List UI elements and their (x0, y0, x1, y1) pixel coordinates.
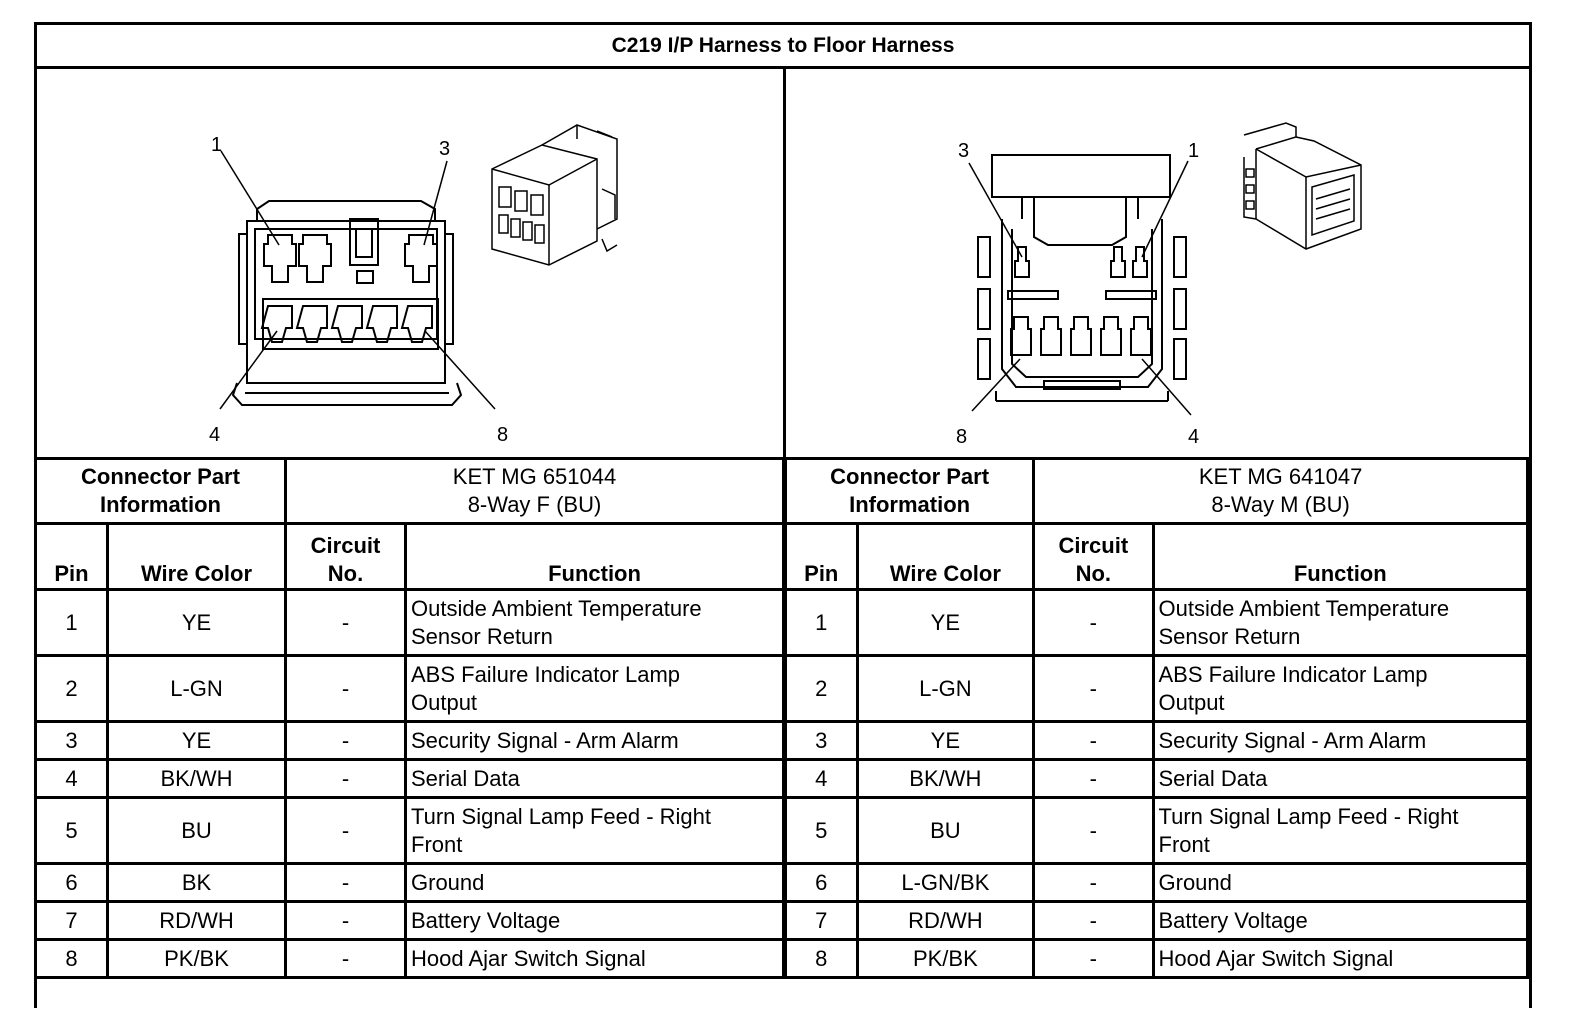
male-connector-iso-thumbnail (1244, 123, 1361, 249)
function-cell: Serial Data (406, 760, 784, 798)
circuit-cell: - (1034, 902, 1153, 940)
function-cell: Ground (406, 864, 784, 902)
table-row (786, 798, 1528, 864)
circuit-cell: - (1034, 760, 1153, 798)
circuit-cell: - (1034, 940, 1153, 978)
wire-color-cell: YE (108, 722, 286, 760)
connector-info-row (36, 459, 784, 524)
wire-color-cell: L-GN (108, 656, 286, 722)
function-cell: Turn Signal Lamp Feed - Right Front (406, 798, 784, 864)
wire-color-cell: L-GN/BK (857, 864, 1034, 902)
wire-color-cell: L-GN (857, 656, 1034, 722)
header-wire-color: Wire Color (108, 524, 286, 590)
wire-color-cell: YE (108, 590, 286, 656)
table-row (36, 940, 784, 978)
connector-info-label: Connector Part Information (786, 459, 1034, 524)
connector-part-number: KET MG 641047 8-Way M (BU) (1034, 459, 1528, 524)
female-connector-drawing (37, 69, 783, 457)
header-pin: Pin (36, 524, 108, 590)
function-cell: Security Signal - Arm Alarm (406, 722, 784, 760)
pin-cell: 6 (786, 864, 858, 902)
function-cell: Ground (1153, 864, 1528, 902)
callout-8: 8 (956, 426, 968, 448)
table-header-row (36, 524, 784, 590)
table-row (786, 864, 1528, 902)
pin-cell: 5 (36, 798, 108, 864)
table-row (36, 656, 784, 722)
wire-color-cell: YE (857, 722, 1034, 760)
function-cell: Outside Ambient Temperature Sensor Return (1153, 590, 1528, 656)
header-wire-color: Wire Color (857, 524, 1034, 590)
circuit-cell: - (286, 864, 406, 902)
pin-cell: 6 (36, 864, 108, 902)
circuit-cell: - (1034, 864, 1153, 902)
table-row (786, 902, 1528, 940)
pin-cell: 2 (786, 656, 858, 722)
pin-cell: 7 (36, 902, 108, 940)
circuit-cell: - (1034, 656, 1153, 722)
table-row (786, 656, 1528, 722)
table-row (36, 798, 784, 864)
pin-cell: 3 (36, 722, 108, 760)
wire-color-cell: BK (108, 864, 286, 902)
sheet-title: C219 I/P Harness to Floor Harness (37, 25, 1529, 69)
table-header-row (786, 524, 1528, 590)
callout-1: 1 (211, 134, 223, 156)
function-cell: Serial Data (1153, 760, 1528, 798)
function-cell: Battery Voltage (406, 902, 784, 940)
circuit-cell: - (286, 656, 406, 722)
female-pinout-table (34, 457, 785, 979)
table-row (36, 722, 784, 760)
pin-cell: 7 (786, 902, 858, 940)
function-cell: Battery Voltage (1153, 902, 1528, 940)
table-row (786, 940, 1528, 978)
header-function: Function (406, 524, 784, 590)
pin-cell: 3 (786, 722, 858, 760)
circuit-cell: - (1034, 722, 1153, 760)
wire-color-cell: BK/WH (108, 760, 286, 798)
circuit-cell: - (286, 722, 406, 760)
pin-cell: 4 (786, 760, 858, 798)
table-row (36, 590, 784, 656)
table-row (36, 864, 784, 902)
connector-info-row (786, 459, 1528, 524)
table-row (786, 722, 1528, 760)
table-row (786, 760, 1528, 798)
table-row (36, 902, 784, 940)
wire-color-cell: YE (857, 590, 1034, 656)
circuit-cell: - (286, 760, 406, 798)
circuit-cell: - (1034, 590, 1153, 656)
wire-color-cell: BU (108, 798, 286, 864)
pin-cell: 5 (786, 798, 858, 864)
wire-color-cell: RD/WH (108, 902, 286, 940)
female-connector-iso-thumbnail (492, 125, 617, 265)
circuit-cell: - (1034, 798, 1153, 864)
connector-info-label: Connector Part Information (36, 459, 286, 524)
wire-color-cell: PK/BK (108, 940, 286, 978)
callout-1: 1 (1188, 140, 1200, 162)
circuit-cell: - (286, 902, 406, 940)
callout-3: 3 (958, 140, 970, 162)
table-row (36, 760, 784, 798)
function-cell: Outside Ambient Temperature Sensor Return (406, 590, 784, 656)
header-circuit: Circuit No. (286, 524, 406, 590)
circuit-cell: - (286, 590, 406, 656)
wire-color-cell: RD/WH (857, 902, 1034, 940)
pin-cell: 1 (36, 590, 108, 656)
header-function: Function (1153, 524, 1528, 590)
callout-3: 3 (439, 138, 451, 160)
male-pinout-table (784, 457, 1529, 979)
wire-color-cell: BK/WH (857, 760, 1034, 798)
callout-4: 4 (209, 424, 221, 446)
circuit-cell: - (286, 798, 406, 864)
function-cell: ABS Failure Indicator Lamp Output (1153, 656, 1528, 722)
function-cell: Security Signal - Arm Alarm (1153, 722, 1528, 760)
header-circuit: Circuit No. (1034, 524, 1153, 590)
function-cell: Hood Ajar Switch Signal (406, 940, 784, 978)
pin-cell: 2 (36, 656, 108, 722)
pin-cell: 4 (36, 760, 108, 798)
circuit-cell: - (286, 940, 406, 978)
function-cell: ABS Failure Indicator Lamp Output (406, 656, 784, 722)
function-cell: Turn Signal Lamp Feed - Right Front (1153, 798, 1528, 864)
function-cell: Hood Ajar Switch Signal (1153, 940, 1528, 978)
table-row (786, 590, 1528, 656)
connector-sheet (34, 22, 1532, 1008)
female-connector-panel (37, 69, 786, 457)
callout-4: 4 (1188, 426, 1200, 448)
pin-cell: 8 (786, 940, 858, 978)
connector-part-number: KET MG 651044 8-Way F (BU) (286, 459, 784, 524)
header-pin: Pin (786, 524, 858, 590)
male-connector-panel (786, 69, 1529, 457)
callout-8: 8 (497, 424, 509, 446)
pin-cell: 1 (786, 590, 858, 656)
pin-cell: 8 (36, 940, 108, 978)
wire-color-cell: BU (857, 798, 1034, 864)
male-connector-drawing (786, 69, 1529, 457)
wire-color-cell: PK/BK (857, 940, 1034, 978)
